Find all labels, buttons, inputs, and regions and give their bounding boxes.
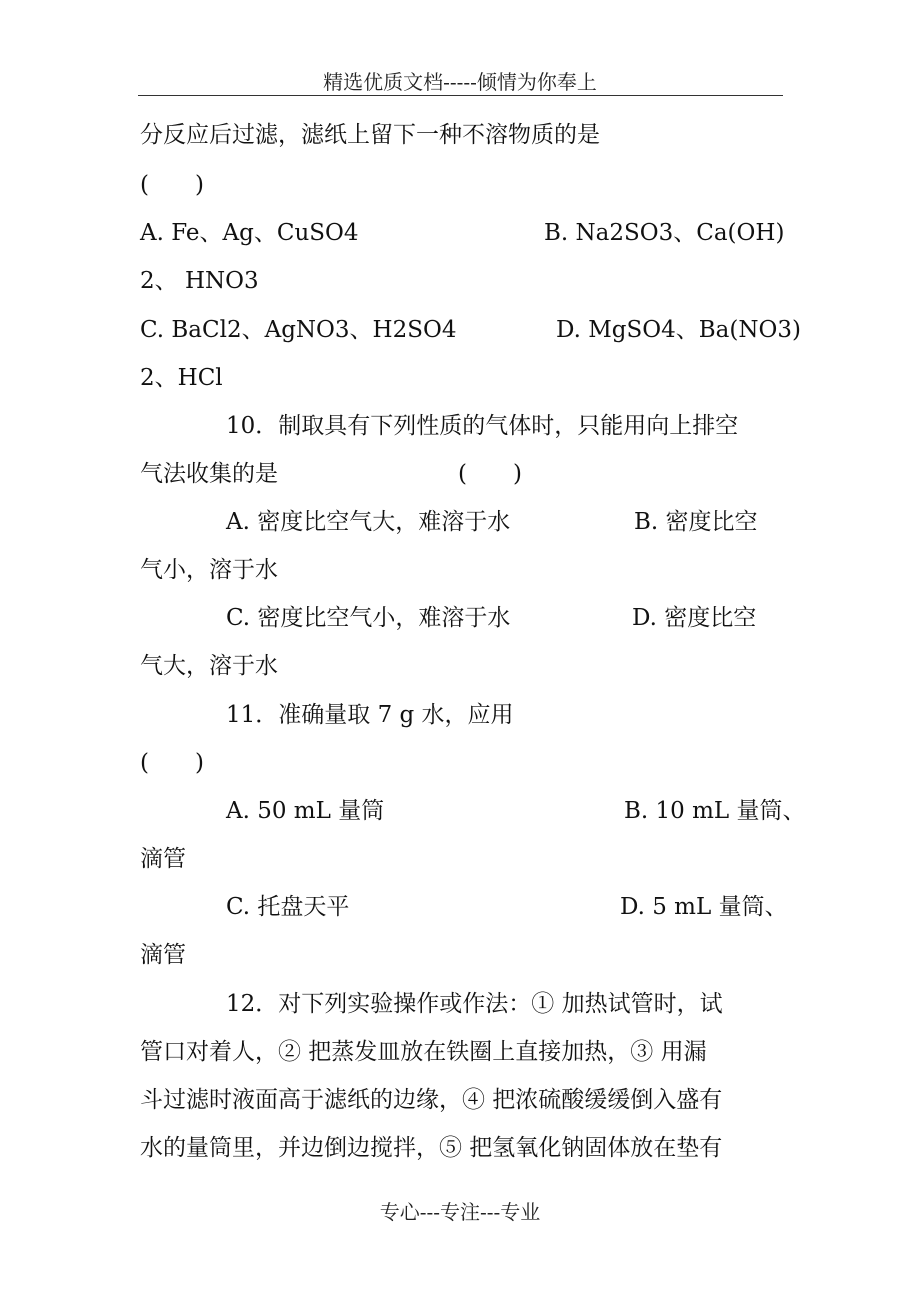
q12-stem-line3: 斗过滤时液面高于滤纸的边缘，④ 把浓硫酸缓缓倒入盛有: [140, 1087, 723, 1113]
page-footer: 专心---专注---专业: [379, 1200, 541, 1224]
q9-option-c: C. BaCl2、AgNO3、H2SO4: [140, 317, 457, 343]
q11-option-d: D. 5 mL 量筒、: [620, 894, 788, 920]
q9-answer-paren: ( ): [140, 172, 204, 198]
page-header: 精选优质文档-----倾情为你奉上: [323, 70, 597, 94]
q10-stem-line2: 气法收集的是: [140, 461, 278, 487]
q9-option-b-cont: 2、 HNO3: [140, 268, 259, 294]
q9-stem-end: 分反应后过滤，滤纸上留下一种不溶物质的是: [140, 122, 600, 148]
q12-stem-line1: 12．对下列实验操作或作法：① 加热试管时，试: [226, 991, 723, 1017]
q10-option-d: D. 密度比空: [632, 605, 757, 631]
q11-option-b-cont: 滴管: [140, 846, 186, 872]
q10-stem-line1: 10．制取具有下列性质的气体时，只能用向上排空: [226, 413, 739, 439]
q11-stem: 11．准确量取 7 g 水，应用: [226, 702, 514, 728]
q12-stem-line4: 水的量筒里，并边倒边搅拌，⑤ 把氢氧化钠固体放在垫有: [140, 1135, 723, 1161]
q10-option-b-cont: 气小，溶于水: [140, 557, 278, 583]
q10-option-a: A. 密度比空气大，难溶于水: [226, 509, 511, 535]
q9-option-d-cont: 2、HCl: [140, 365, 223, 391]
q9-option-d: D. MgSO4、Ba(NO3): [556, 317, 801, 343]
q9-option-a: A. Fe、Ag、CuSO4: [140, 220, 359, 246]
q12-stem-line2: 管口对着人，② 把蒸发皿放在铁圈上直接加热，③ 用漏: [140, 1039, 707, 1065]
q10-answer-paren: ( ): [458, 461, 522, 487]
q9-option-b: B. Na2SO3、Ca(OH): [544, 220, 785, 246]
q11-answer-paren: ( ): [140, 750, 204, 776]
q10-option-b: B. 密度比空: [634, 509, 758, 535]
q11-option-c: C. 托盘天平: [226, 894, 350, 920]
q11-option-a: A. 50 mL 量筒: [226, 798, 385, 824]
q11-option-d-cont: 滴管: [140, 942, 186, 968]
header-divider: [138, 95, 783, 96]
q11-option-b: B. 10 mL 量筒、: [624, 798, 806, 824]
q10-option-c: C. 密度比空气小，难溶于水: [226, 605, 511, 631]
q10-option-d-cont: 气大，溶于水: [140, 653, 278, 679]
